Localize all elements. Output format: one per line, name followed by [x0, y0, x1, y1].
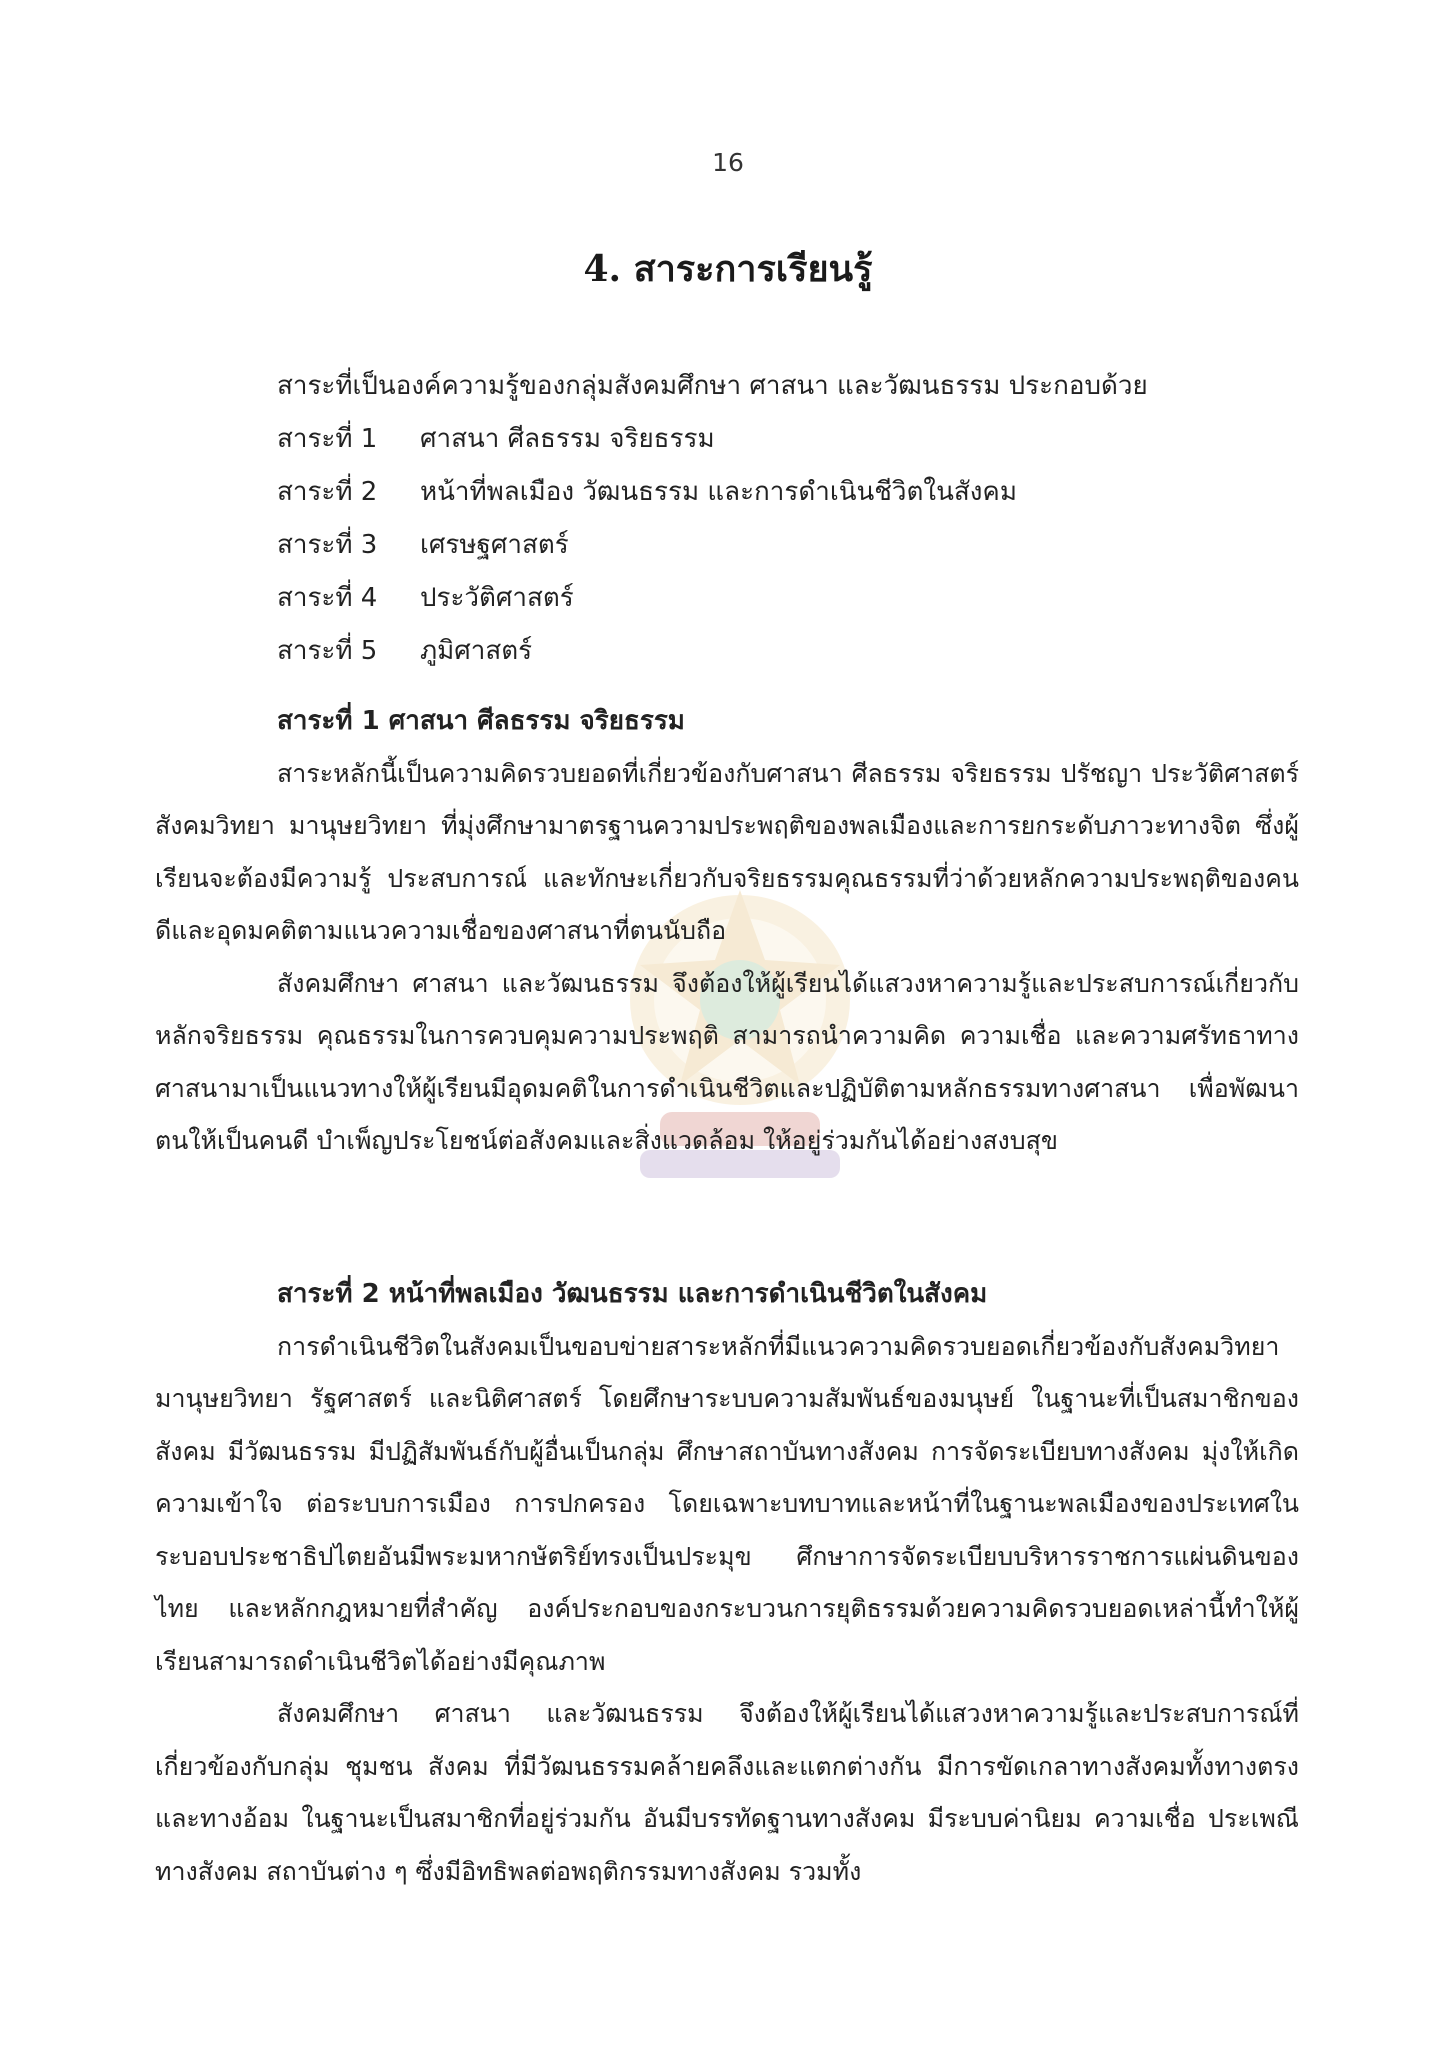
paragraph: สาระหลักนี้เป็นความคิดรวบยอดที่เกี่ยวข้องกับศาสนา ศีลธรรม จริยธรรม ปรัชญา ประวัติศาสตร์ สังคมวิทยา มานุษยวิทยา ที่มุ่งศึกษามาตรฐานความประพฤติของพลเมืองและการยกระดับภาวะทางจิต ซึ่งผู้เรียนจะต้องมีความรู้ ประสบการณ์ และทักษะเกี่ยวกับจริยธรรมคุณธรรมที่ว่าด้วยหลักความประพฤติของคนดีและอุดมคติตามแนวความเชื่อของศาสนาที่ตนนับถือ	[155, 758, 1299, 945]
strand-title: ประวัติศาสตร์	[420, 583, 574, 613]
strand-label: สาระที่ 2	[277, 477, 378, 507]
strand-list-item	[277, 572, 1297, 625]
strand-2-section	[155, 1268, 1299, 1898]
strand-title: ภูมิศาสตร์	[420, 636, 533, 666]
strand-label: สาระที่ 3	[277, 530, 378, 560]
page-number: 16	[712, 148, 744, 177]
intro-section	[277, 360, 1297, 678]
strand-list-item	[277, 413, 1297, 466]
strand-list-item	[277, 466, 1297, 519]
strand-1-section	[155, 695, 1299, 1168]
strand-label: สาระที่ 1	[277, 424, 378, 454]
paragraph: การดำเนินชีวิตในสังคมเป็นขอบข่ายสาระหลักที่มีแนวความคิดรวบยอดเกี่ยวข้องกับสังคมวิทยา มานุษยวิทยา รัฐศาสตร์ และนิติศาสตร์ โดยศึกษาระบบความสัมพันธ์ของมนุษย์ ในฐานะที่เป็นสมาชิกของสังคม มีวัฒนธรรม มีปฏิสัมพันธ์กับผู้อื่นเป็นกลุ่ม ศึกษาสถาบันทางสังคม การจัดระเบียบทางสังคม มุ่งให้เกิดความเข้าใจ ต่อระบบการเมือง การปกครอง โดยเฉพาะบทบาทและหน้าที่ในฐานะพลเมืองของประเทศในระบอบประชาธิปไตยอันมีพระมหากษัตริย์ทรงเป็นประมุข ศึกษาการจัดระเบียบบริหารราชการแผ่นดินของไทย และหลักกฎหมายที่สำคัญ องค์ประกอบของกระบวนการยุติธรรมด้วยความคิดรวบยอดเหล่านี้ทำให้ผู้เรียนสามารถดำเนินชีวิตได้อย่างมีคุณภาพ	[155, 1331, 1299, 1676]
paragraph: สังคมศึกษา ศาสนา และวัฒนธรรม จึงต้องให้ผู้เรียนได้แสวงหาความรู้และประสบการณ์เกี่ยวกับหลักจริยธรรม คุณธรรมในการควบคุมความประพฤติ สามารถนำความคิด ความเชื่อ และความศรัทธาทางศาสนามาเป็นแนวทางให้ผู้เรียนมีอุดมคติในการดำเนินชีวิตและปฏิบัติตามหลักธรรมทางศาสนา เพื่อพัฒนาตนให้เป็นคนดี บำเพ็ญประโยชน์ต่อสังคมและสิ่งแวดล้อม ให้อยู่ร่วมกันได้อย่างสงบสุข	[155, 968, 1299, 1155]
section-heading: 4. สาระการเรียนรู้	[583, 248, 873, 290]
strand-label: สาระที่ 5	[277, 636, 378, 666]
strand-list-item	[277, 519, 1297, 572]
strand-label: สาระที่ 4	[277, 583, 378, 613]
intro-lead: สาระที่เป็นองค์ความรู้ของกลุ่มสังคมศึกษา ศาสนา และวัฒนธรรม ประกอบด้วย	[277, 371, 1148, 401]
strand-1-heading: สาระที่ 1 ศาสนา ศีลธรรม จริยธรรม	[277, 706, 685, 736]
strand-title: ศาสนา ศีลธรรม จริยธรรม	[420, 424, 715, 454]
paragraph: สังคมศึกษา ศาสนา และวัฒนธรรม จึงต้องให้ผู้เรียนได้แสวงหาความรู้และประสบการณ์ที่เกี่ยวข้องกับกลุ่ม ชุมชน สังคม ที่มีวัฒนธรรมคล้ายคลึงและแตกต่างกัน มีการขัดเกลาทางสังคมทั้งทางตรงและทางอ้อม ในฐานะเป็นสมาชิกที่อยู่ร่วมกัน อันมีบรรทัดฐานทางสังคม มีระบบค่านิยม ความเชื่อ ประเพณีทางสังคม สถาบันต่าง ๆ ซึ่งมีอิทธิพลต่อพฤติกรรมทางสังคม รวมทั้ง	[155, 1699, 1299, 1886]
strand-2-heading: สาระที่ 2 หน้าที่พลเมือง วัฒนธรรม และการดำเนินชีวิตในสังคม	[277, 1279, 988, 1309]
strand-list-item	[277, 625, 1297, 678]
strand-title: เศรษฐศาสตร์	[420, 530, 569, 560]
strand-title: หน้าที่พลเมือง วัฒนธรรม และการดำเนินชีวิตในสังคม	[420, 477, 1017, 507]
